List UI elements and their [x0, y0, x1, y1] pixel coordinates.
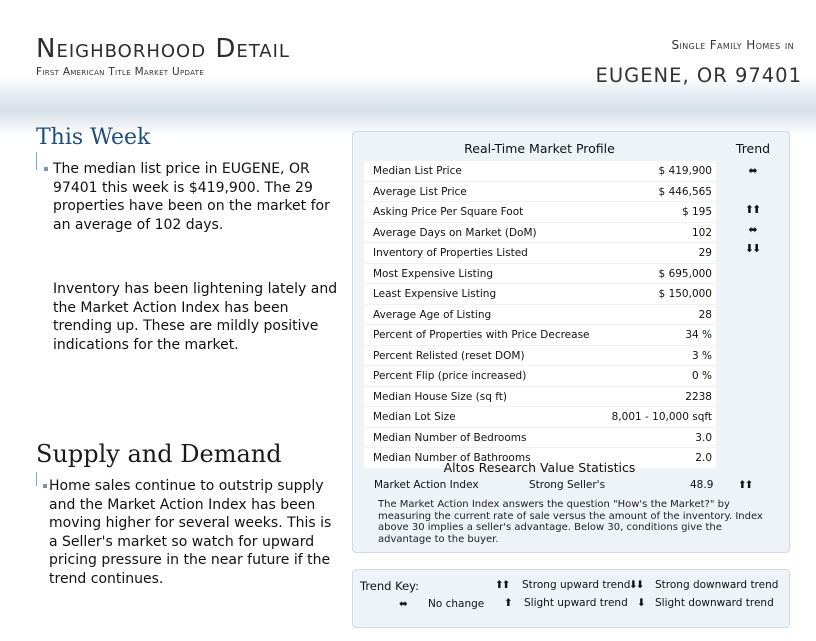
bracket-decoration: [36, 152, 37, 170]
trend-blank: [728, 181, 776, 201]
row-label: Median List Price: [373, 165, 462, 177]
strong-down-label: Strong downward trend: [655, 579, 779, 591]
slight-down-arrow-icon: ⬇: [637, 597, 646, 609]
no-change-arrow-icon: ⬌: [748, 164, 756, 177]
row-value: 28: [698, 308, 712, 321]
mai-description: The Market Action Index answers the question "How's the Market?" by measuring the current rate of sale versus the amount of the inventory. Index above 30 implies a seller's advantage. Below 30, conditions give the advantage to the buyer.: [378, 499, 763, 545]
strong-up-arrow-icon: ⬆⬆: [744, 203, 760, 216]
table-row: [364, 366, 716, 387]
mai-label: Market Action Index: [374, 479, 479, 491]
row-value: 8,001 - 10,000 sqft: [611, 411, 712, 423]
row-label: Inventory of Properties Listed: [373, 247, 528, 259]
table-row: [364, 202, 716, 223]
row-label: Asking Price Per Square Foot: [373, 206, 524, 218]
table-row: [364, 182, 716, 203]
bullet-icon: [44, 167, 48, 171]
slight-up-arrow-icon: ⬆: [504, 597, 513, 609]
trend-key-title: Trend Key:: [360, 579, 420, 593]
market-profile-table: [364, 161, 716, 469]
row-label: Average Age of Listing: [373, 308, 492, 321]
strong-down-arrow-icon: ⬇⬇: [744, 242, 760, 255]
table-row: [364, 243, 716, 264]
market-trend-text: Inventory has been lightening lately and the Market Action Index has been trending up. These are mildly positive indications for the market.: [53, 281, 338, 353]
row-label: Percent of Properties with Price Decrease: [373, 329, 590, 341]
mai-value: 48.9: [690, 479, 714, 491]
strong-up-arrow-icon: ⬆⬆: [495, 579, 509, 591]
table-row: [364, 428, 716, 449]
market-profile-title: Real-Time Market Profile: [464, 141, 615, 156]
row-value: $ 695,000: [658, 267, 712, 280]
table-row: [364, 346, 716, 367]
trend-blank: [728, 337, 776, 357]
trend-column-header: Trend: [735, 141, 771, 156]
supply-demand-text: Home sales continue to outstrip supply and the Market Action Index has been moving higher for several weeks. This is a Seller's market so watch for upward pricing pressure in the near future if the trend continues.: [49, 478, 332, 587]
no-change-arrow-icon: ⬌: [399, 598, 408, 610]
no-change-arrow-icon: ⬌: [748, 222, 756, 236]
this-week-text: The median list price in EUGENE, OR 97401 this week is $419,900. The 29 properties have been on the market for an average of 102 days.: [53, 161, 330, 233]
table-row: [364, 305, 716, 326]
slight-up-label: Slight upward trend: [524, 597, 628, 609]
row-label: Median Lot Size: [373, 411, 456, 423]
trend-blank: [728, 356, 776, 376]
trend-blank: [728, 376, 776, 396]
trend-blank: [728, 278, 776, 298]
row-label: Median Number of Bedrooms: [373, 431, 527, 444]
trend-key-panel: [352, 569, 790, 628]
trend-column: [728, 161, 776, 454]
table-row: [364, 161, 716, 182]
row-value: $ 446,565: [658, 185, 712, 198]
this-week-heading: This Week: [36, 125, 151, 150]
table-row: [364, 325, 716, 346]
table-row: [364, 407, 716, 428]
row-value: 2.0: [695, 452, 712, 464]
row-value: $ 419,900: [658, 165, 712, 177]
location: EUGENE, OR 97401: [595, 64, 802, 87]
slight-down-label: Slight downward trend: [655, 597, 774, 609]
strong-up-label: Strong upward trend: [522, 579, 631, 591]
trend-blank: [728, 259, 776, 279]
row-value: $ 195: [681, 206, 712, 218]
trend-blank: [728, 395, 776, 415]
row-label: Average Days on Market (DoM): [373, 226, 537, 239]
row-value: 29: [698, 247, 712, 259]
trend-blank: [728, 415, 776, 435]
mai-status: Strong Seller's: [529, 479, 606, 491]
table-row: [364, 284, 716, 305]
trend-blank: [728, 434, 776, 454]
row-label: Most Expensive Listing: [373, 267, 494, 280]
page-subtitle: First American Title Market Update: [36, 66, 204, 78]
strong-down-arrow-icon: ⬇⬇: [629, 579, 643, 591]
table-row: [364, 264, 716, 285]
row-value: 2238: [685, 390, 712, 403]
row-value: 3.0: [695, 431, 712, 444]
table-row: [364, 223, 716, 244]
row-label: Median Number of Bathrooms: [373, 452, 531, 464]
table-row: [364, 387, 716, 408]
strong-up-arrow-icon: ⬆⬆: [738, 479, 752, 491]
bullet-icon: [43, 484, 47, 488]
row-value: 34 %: [685, 329, 712, 341]
trend-blank: [728, 317, 776, 337]
row-label: Least Expensive Listing: [373, 288, 497, 300]
row-value: 0 %: [692, 370, 712, 382]
row-label: Average List Price: [373, 185, 467, 198]
row-value: 3 %: [692, 349, 712, 362]
supply-demand-heading: Supply and Demand: [36, 440, 282, 468]
row-label: Percent Relisted (reset DOM): [373, 349, 525, 362]
row-label: Median House Size (sq ft): [373, 390, 507, 403]
row-label: Percent Flip (price increased): [373, 370, 527, 382]
row-value: 102: [691, 226, 712, 239]
value-statistics-title: Altos Research Value Statistics: [443, 460, 636, 475]
property-type: Single Family Homes in: [671, 38, 794, 52]
bracket-decoration: [36, 472, 37, 486]
trend-blank: [728, 298, 776, 318]
no-change-label: No change: [428, 598, 485, 610]
row-value: $ 150,000: [658, 288, 712, 300]
page-title: Neighborhood Detail: [36, 34, 290, 64]
